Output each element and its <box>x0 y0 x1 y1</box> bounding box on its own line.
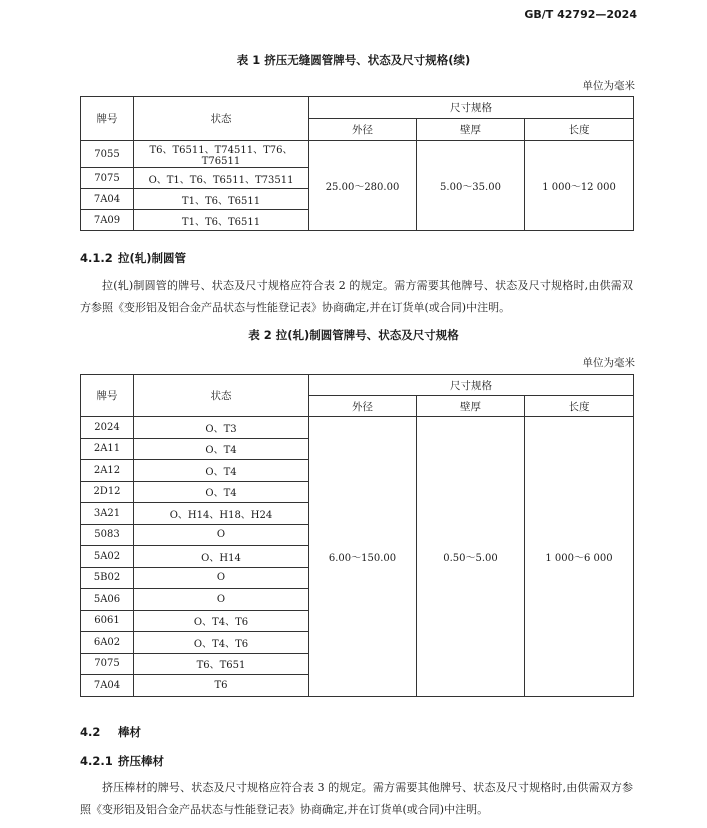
section-4-1-2-paragraph: 拉(轧)制圆管的牌号、状态及尺寸规格应符合表 2 的规定。需方需要其他牌号、状态及尺寸规格时,由供需双方参照《变形铝及铝合金产品状态与性能登记表》协商确定,并在订货单(或合同)中注明。 <box>80 279 633 314</box>
table2-state-cell: O、T4 <box>134 438 309 460</box>
table2-state-cell: O、T4、T6 <box>134 632 309 654</box>
table1-header-outer-diameter: 外径 <box>309 119 417 141</box>
table1-state-cell: O、T1、T6、T6511、T73511 <box>134 168 309 189</box>
table2-grade-cell: 7A04 <box>81 675 134 697</box>
section-number: 4.1.2 <box>80 251 113 265</box>
table2-state-cell: T6 <box>134 675 309 697</box>
table2-grade-cell: 2D12 <box>81 481 134 503</box>
table2-grade-cell: 5083 <box>81 524 134 546</box>
table2-length-value: 1 000～6 000 <box>525 417 634 697</box>
section-title: 棒材 <box>118 725 141 739</box>
section-title: 拉(轧)制圆管 <box>118 251 187 265</box>
table2-outer-diameter-value: 6.00～150.00 <box>309 417 417 697</box>
table1-header-size: 尺寸规格 <box>309 97 634 119</box>
table2-state-cell: O <box>134 589 309 611</box>
table1-grade-cell: 7055 <box>81 141 134 168</box>
table2-state-cell: O <box>134 524 309 546</box>
table2-grade-cell: 2A12 <box>81 460 134 482</box>
table1-header-wall-thickness: 壁厚 <box>417 119 525 141</box>
table2-state-cell: O <box>134 567 309 589</box>
table-row <box>81 141 634 168</box>
table2-header-outer-diameter: 外径 <box>309 396 417 417</box>
table2-grade-cell: 7075 <box>81 653 134 675</box>
table2-header-length: 长度 <box>525 396 634 417</box>
table2 <box>80 374 634 697</box>
standard-code: GB/T 42792—2024 <box>524 8 637 21</box>
table2-header-state: 状态 <box>134 375 309 417</box>
table1-grade-cell: 7A04 <box>81 189 134 210</box>
table2-grade-cell: 5A06 <box>81 589 134 611</box>
section-4-2-heading <box>80 724 141 740</box>
table2-state-cell: O、H14、H18、H24 <box>134 503 309 525</box>
table1-header-state: 状态 <box>134 97 309 141</box>
table1-grade-cell: 7A09 <box>81 210 134 231</box>
table2-state-cell: O、T4、T6 <box>134 610 309 632</box>
table2-header-size: 尺寸规格 <box>309 375 634 396</box>
table1-state-cell: T1、T6、T6511 <box>134 210 309 231</box>
table2-wall-thickness-value: 0.50～5.00 <box>417 417 525 697</box>
table2-grade-cell: 6A02 <box>81 632 134 654</box>
section-number: 4.2.1 <box>80 754 113 768</box>
table1-state-cell: T1、T6、T6511 <box>134 189 309 210</box>
table2-state-cell: O、T4 <box>134 460 309 482</box>
section-number: 4.2 <box>80 725 101 739</box>
section-4-2-1-heading <box>80 753 164 769</box>
table1-outer-diameter-value: 25.00～280.00 <box>309 141 417 231</box>
table2-grade-cell: 6061 <box>81 610 134 632</box>
table2-grade-cell: 5B02 <box>81 567 134 589</box>
table2-state-cell: O、H14 <box>134 546 309 568</box>
table2-state-cell: O、T4 <box>134 481 309 503</box>
table2-state-cell: O、T3 <box>134 417 309 439</box>
table1-header-length: 长度 <box>525 119 634 141</box>
table1-grade-cell: 7075 <box>81 168 134 189</box>
table2-grade-cell: 3A21 <box>81 503 134 525</box>
table2-grade-cell: 2A11 <box>81 438 134 460</box>
table2-unit: 单位为毫米 <box>582 357 635 369</box>
table1-state-cell: T6、T6511、T74511、T76、T76511 <box>134 141 309 168</box>
table1-length-value: 1 000～12 000 <box>525 141 634 231</box>
table2-header-grade: 牌号 <box>81 375 134 417</box>
table1-wall-thickness-value: 5.00～35.00 <box>417 141 525 231</box>
table1-header-grade: 牌号 <box>81 97 134 141</box>
table1 <box>80 96 634 231</box>
table2-state-cell: T6、T651 <box>134 653 309 675</box>
section-title: 挤压棒材 <box>118 754 164 768</box>
table2-caption: 表 2 拉(轧)制圆管牌号、状态及尺寸规格 <box>248 328 459 342</box>
table-row <box>81 417 634 439</box>
table2-header-wall-thickness: 壁厚 <box>417 396 525 417</box>
section-4-1-2-heading <box>80 250 186 266</box>
table1-caption: 表 1 挤压无缝圆管牌号、状态及尺寸规格(续) <box>236 53 471 67</box>
table1-unit: 单位为毫米 <box>582 80 635 92</box>
section-4-2-1-paragraph: 挤压棒材的牌号、状态及尺寸规格应符合表 3 的规定。需方需要其他牌号、状态及尺寸规格时,由供需双方参照《变形铝及铝合金产品状态与性能登记表》协商确定,并在订货单(或合同)中注明。 <box>80 781 633 816</box>
table2-grade-cell: 5A02 <box>81 546 134 568</box>
table2-grade-cell: 2024 <box>81 417 134 439</box>
